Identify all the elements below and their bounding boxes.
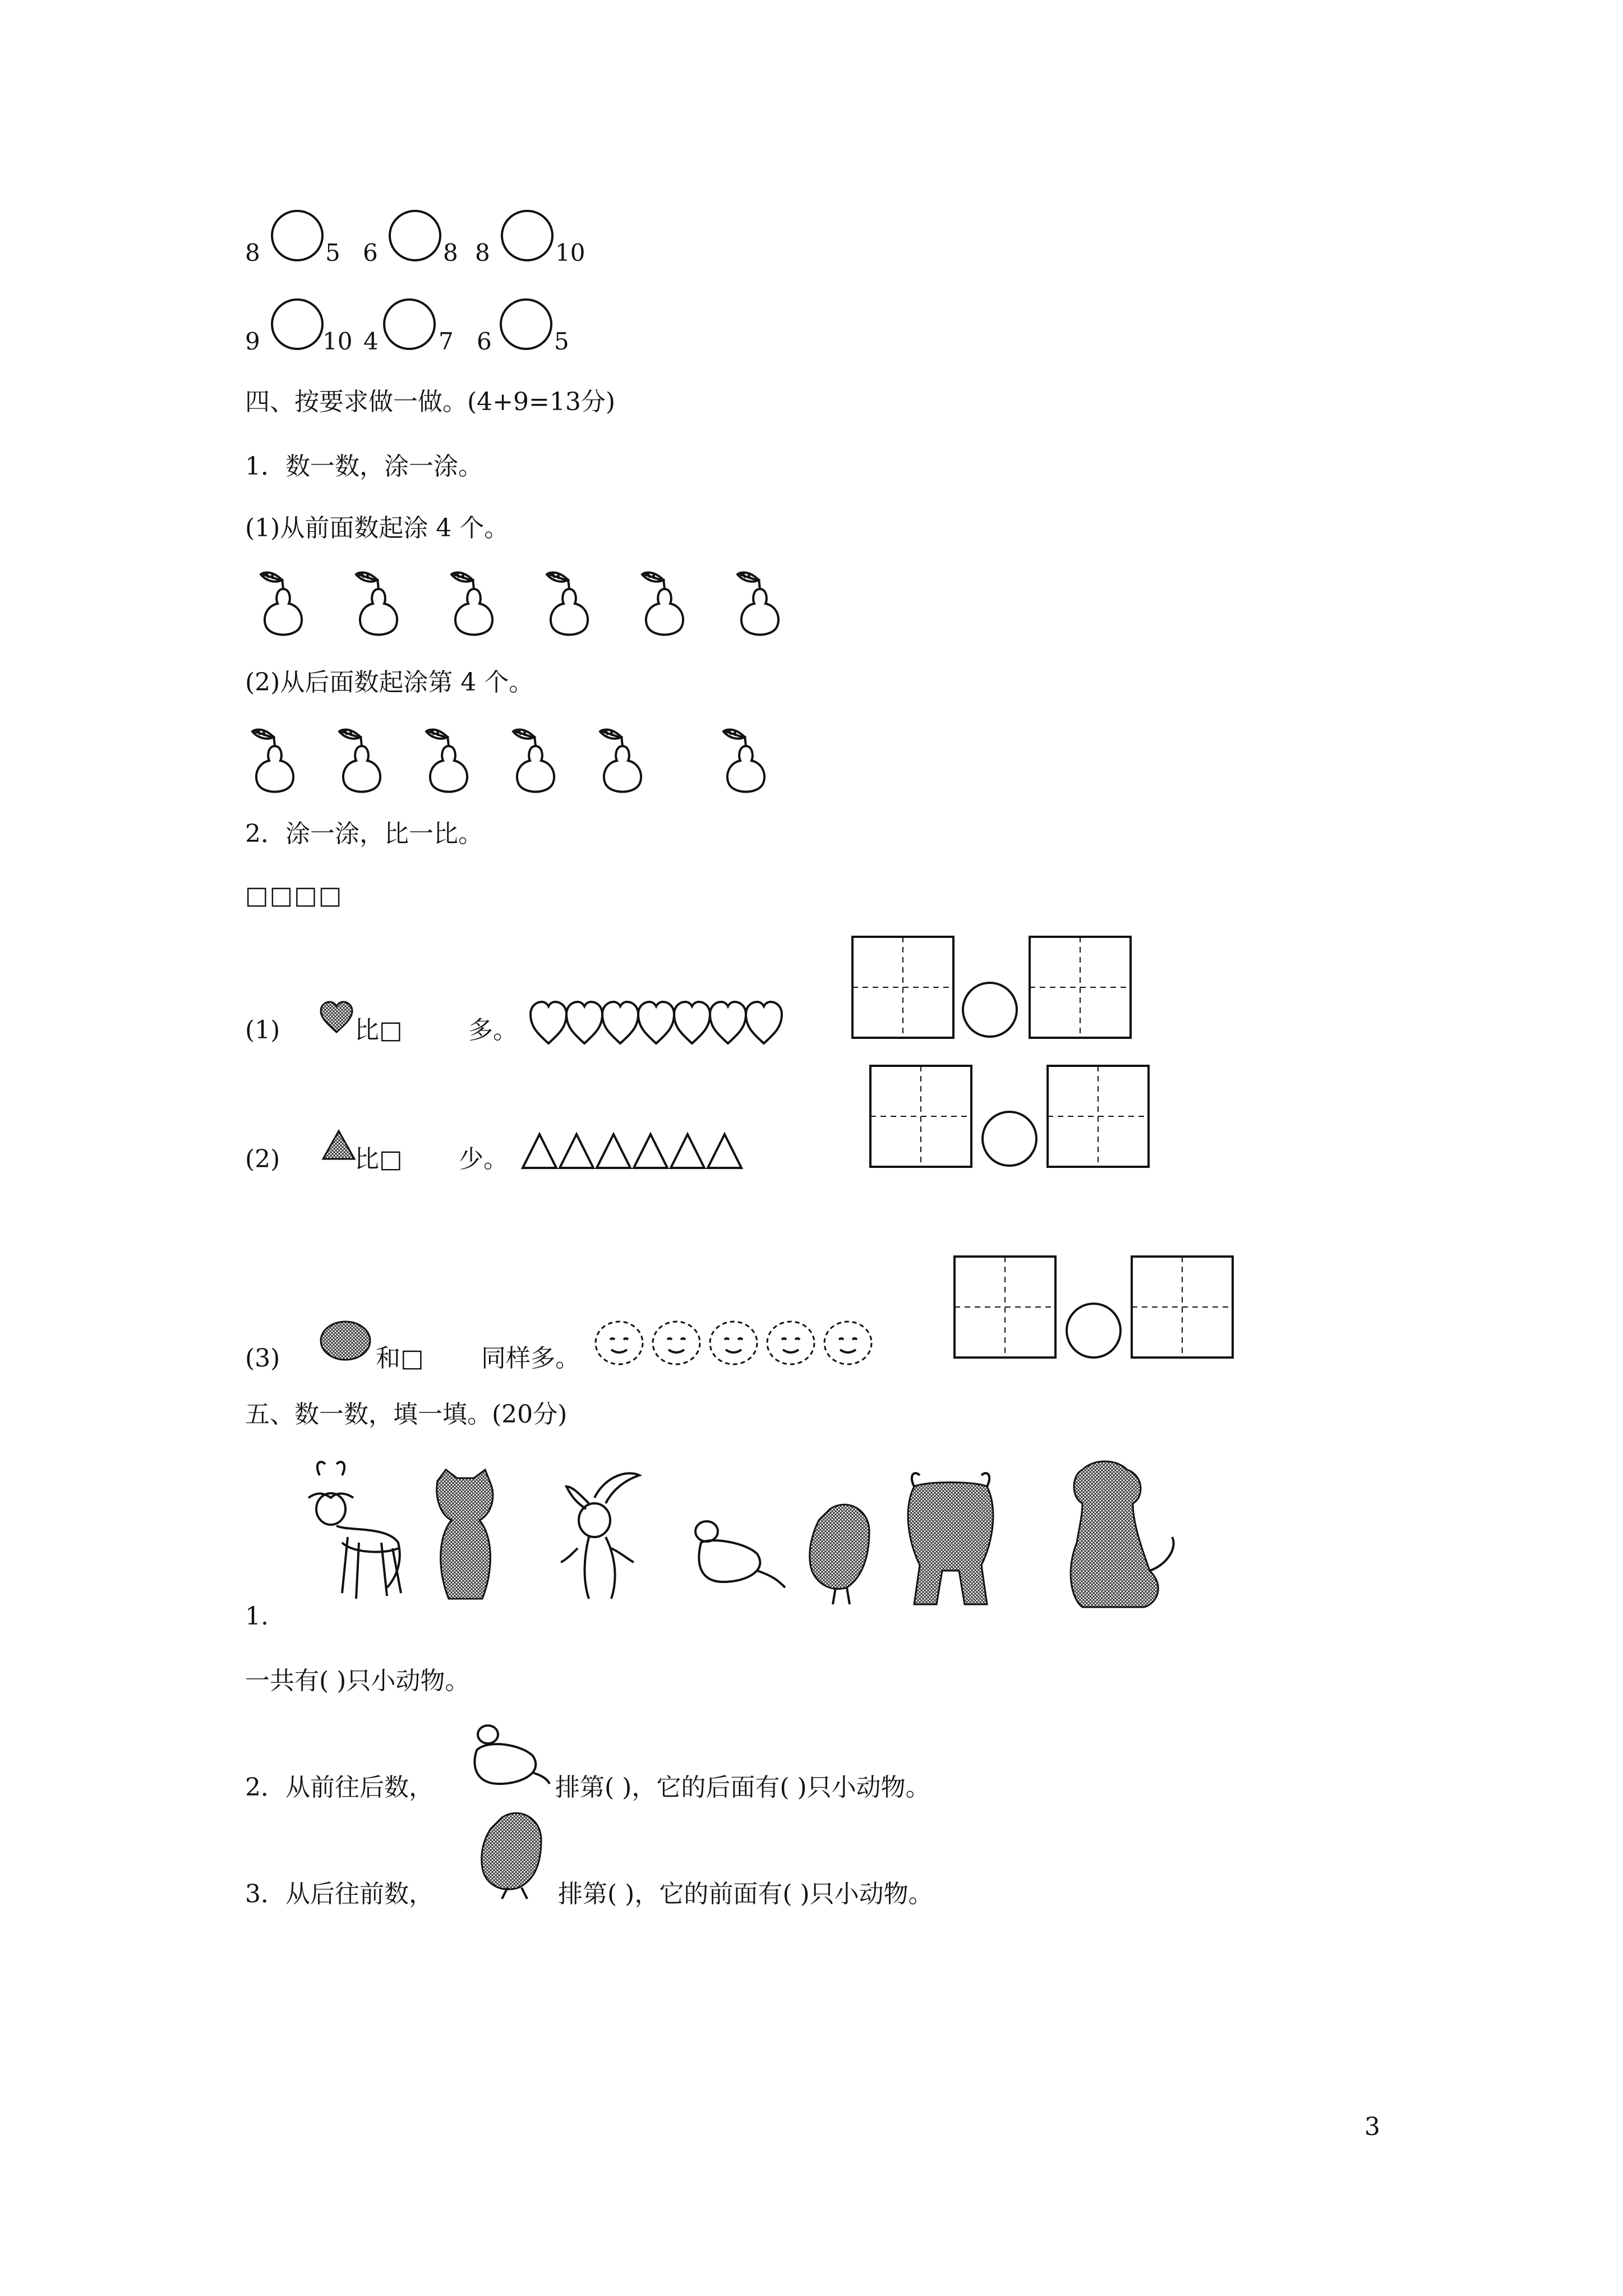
chick-icon [810,1504,869,1604]
pear-icon[interactable] [252,730,293,792]
pear-icon[interactable] [339,730,380,792]
compare-right-num: 5 [325,239,340,266]
pear-icon[interactable] [451,573,492,635]
face-icon [653,1322,700,1364]
pear-row-2 [247,724,780,797]
heart-icon [531,1002,566,1043]
filled-face-icon [319,1319,375,1364]
compare-left-num: 6 [363,239,378,266]
compare-right-num: 8 [443,239,458,266]
compare-right-num: 5 [554,328,569,355]
face-row [594,1318,892,1369]
compare-circle[interactable] [269,297,331,353]
answer-grid-1 [851,936,1132,1042]
pear-icon[interactable] [600,730,641,792]
mouse-icon [695,1521,785,1588]
compare-circle[interactable] [498,297,560,353]
pear-icon[interactable] [723,730,764,792]
pear-icon[interactable] [513,730,554,792]
compare-right-num: 7 [439,328,454,355]
heart-icon [566,1002,602,1043]
compare-left-num: 8 [475,239,490,266]
heart-icon [638,1002,674,1043]
compare-circle[interactable] [963,983,1017,1037]
triangle-icon [671,1134,704,1168]
item-text1: 比□ [354,1145,403,1174]
compare-right-num: 10 [322,328,353,355]
item-num: (1) [245,1016,280,1045]
cat-icon [437,1470,493,1599]
pear-icon[interactable] [737,573,778,635]
triangle-row [522,1132,780,1171]
face-icon [710,1322,757,1364]
compare-left-num: 4 [363,328,379,355]
animal-row [297,1458,1251,1621]
compare-right-num: 10 [555,239,585,266]
face-icon [767,1322,814,1364]
q2-boxes: □□□□ [245,881,343,910]
dog-icon [1071,1461,1174,1607]
pear-row-1 [255,567,816,639]
triangle-icon [708,1134,741,1168]
pear-icon[interactable] [356,573,397,635]
triangle-icon [560,1134,593,1168]
filled-triangle-icon [321,1129,357,1161]
compare-circle[interactable] [499,209,561,265]
filled-heart-icon [319,1000,354,1036]
heart-icon [746,1002,782,1043]
compare-circle[interactable] [1067,1304,1121,1358]
triangle-icon [523,1134,556,1168]
pear-icon[interactable] [261,573,302,635]
heart-row [528,999,786,1046]
heart-icon [674,1002,710,1043]
item-text2: 多。 [468,1016,518,1045]
item-text2: 少。 [459,1145,508,1174]
triangle-icon [597,1134,630,1168]
compare-left-num: 8 [245,239,260,266]
page-number: 3 [1364,2113,1380,2141]
item-text1: 比□ [354,1016,403,1045]
compare-left-num: 9 [245,328,260,355]
item-text1: 和□ [376,1344,424,1373]
section4-q1: 1．数一数，涂一涂。 [245,452,483,481]
pear-icon[interactable] [547,573,588,635]
ox-icon [908,1473,993,1604]
goat-icon [308,1462,401,1599]
section4-title: 四、按要求做一做。(4+9=13分) [245,388,616,416]
section5-q3-prefix: 3．从后往前数， [245,1880,434,1908]
chick-icon [474,1806,547,1902]
section4-q1b: (2)从后面数起涂第 4 个。 [245,668,534,697]
answer-grid-3 [953,1255,1234,1362]
triangle-icon [634,1134,667,1168]
compare-circle[interactable] [983,1112,1036,1166]
section4-q1a: (1)从前面数起涂 4 个。 [245,514,509,542]
section5-title: 五、数一数，填一填。(20分) [245,1400,568,1429]
section5-q1-num: 1. [245,1602,269,1631]
section4-q2: 2．涂一涂，比一比。 [245,820,483,848]
compare-circle[interactable] [387,209,449,265]
compare-circle[interactable] [381,297,443,353]
heart-icon [602,1002,638,1043]
heart-icon [710,1002,746,1043]
compare-circle[interactable] [269,209,331,265]
pear-icon[interactable] [426,730,467,792]
item-text2: 同样多。 [481,1344,580,1373]
rabbit-icon [561,1473,639,1599]
face-icon [824,1322,872,1364]
section5-q2-prefix: 2．从前往后数， [245,1773,434,1802]
face-icon [596,1322,643,1364]
compare-left-num: 6 [477,328,492,355]
section5-q3-suffix: 排第( )，它的前面有( )只小动物。 [558,1880,933,1908]
item-num: (2) [245,1145,280,1174]
section5-q2-suffix: 排第( )，它的后面有( )只小动物。 [555,1773,930,1802]
answer-grid-2 [869,1065,1150,1171]
section5-q1: 一共有( )只小动物。 [245,1667,470,1695]
mouse-icon [465,1722,550,1787]
item-num: (3) [245,1344,280,1373]
pear-icon[interactable] [642,573,683,635]
